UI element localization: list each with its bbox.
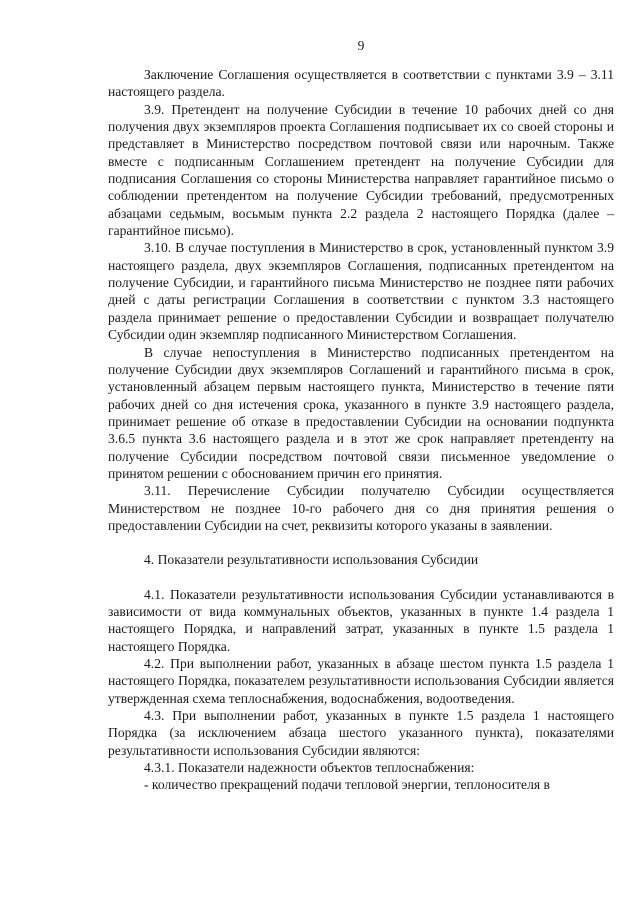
- paragraph-list-item: - количество прекращений подачи тепловой энергии, теплоносителя в: [144, 777, 550, 793]
- paragraph-4-3-1: 4.3.1. Показатели надежности объектов теплоснабжения:: [144, 760, 475, 776]
- paragraph-3-9: 3.9. Претендент на получение Субсидии в течение 10 рабочих дней со дня получения двух экземпляров проекта Соглашения подписывает их со своей стороны и представляет в Министерство посредством почтовой связи или нарочным. Также вместе с подписанным Соглашением претендент на получение Субсидии для подписания Соглашения со стороны Министерства направляет гарантийное письмо о соблюдении претендентом на получение Субсидии требований, предусмотренных абзацами седьмым, восьмым пункта 2.2 раздела 2 настоящего Порядка (далее – гарантийное письмо).: [108, 101, 614, 239]
- paragraph-intro: Заключение Соглашения осуществляется в соответствии с пунктами 3.9 – 3.11 настоящего раздела.: [108, 67, 614, 100]
- paragraph-3-11: 3.11. Перечисление Субсидии получателю Субсидии осуществляется Министерством не позднее 10-го рабочего дня со дня принятия решения о предоставлении Субсидии на счет, реквизиты которого указаны в заявлении.: [108, 483, 614, 533]
- document-body: [108, 66, 614, 794]
- paragraph-3-10-refusal: В случае непоступления в Министерство подписанных претендентом на получение Субсидии двух экземпляров Соглашений и гарантийного письма в срок, установленный абзацем первым настоящего пункта, Министерство в течение пяти рабочих дней со дня истечения срока, указанного в пункте 3.9 настоящего раздела, принимает решение об отказе в предоставлении Субсидии на основании подпункта 3.6.5 пункта 3.6 настоящего раздела и в этот же срок направляет претенденту на получение Субсидии посредством почтовой связи письменное уведомление о принятом решении с обоснованием причин его принятия.: [108, 344, 614, 481]
- paragraph-4-3: 4.3. При выполнении работ, указанных в пункте 1.5 раздела 1 настоящего Порядка (за исключением абзаца шестого указанного пункта), показателями результативности использования Субсидии являются:: [108, 708, 614, 758]
- paragraph-4-1: 4.1. Показатели результативности использования Субсидии устанавливаются в зависимости от вида коммунальных объектов, указанных в пункте 1.4 раздела 1 настоящего Порядка, и направлений затрат, указанных в пункте 1.5 раздела 1 настоящего Порядка.: [108, 586, 614, 654]
- section-heading: 4. Показатели результативности использования Субсидии: [144, 552, 479, 568]
- paragraph-3-10: 3.10. В случае поступления в Министерство в срок, установленный пунктом 3.9 настоящего раздела, двух экземпляров Соглашения, подписанных претендентом на получение Субсидии, и гарантийного письма Министерство не позднее пяти рабочих дней с даты регистрации Соглашения в соответствии с пунктом 3.3 настоящего раздела принимает решение о предоставлении Субсидии и возвращает получателю Субсидии один экземпляр подписанного Министерством Соглашения.: [108, 240, 614, 343]
- paragraph-4-2: 4.2. При выполнении работ, указанных в абзаце шестом пункта 1.5 раздела 1 настоящего Порядка, показателем результативности использования Субсидии является утвержденная схема теплоснабжения, водоснабжения, водоотведения.: [108, 656, 614, 706]
- page-number: 9: [357, 38, 365, 53]
